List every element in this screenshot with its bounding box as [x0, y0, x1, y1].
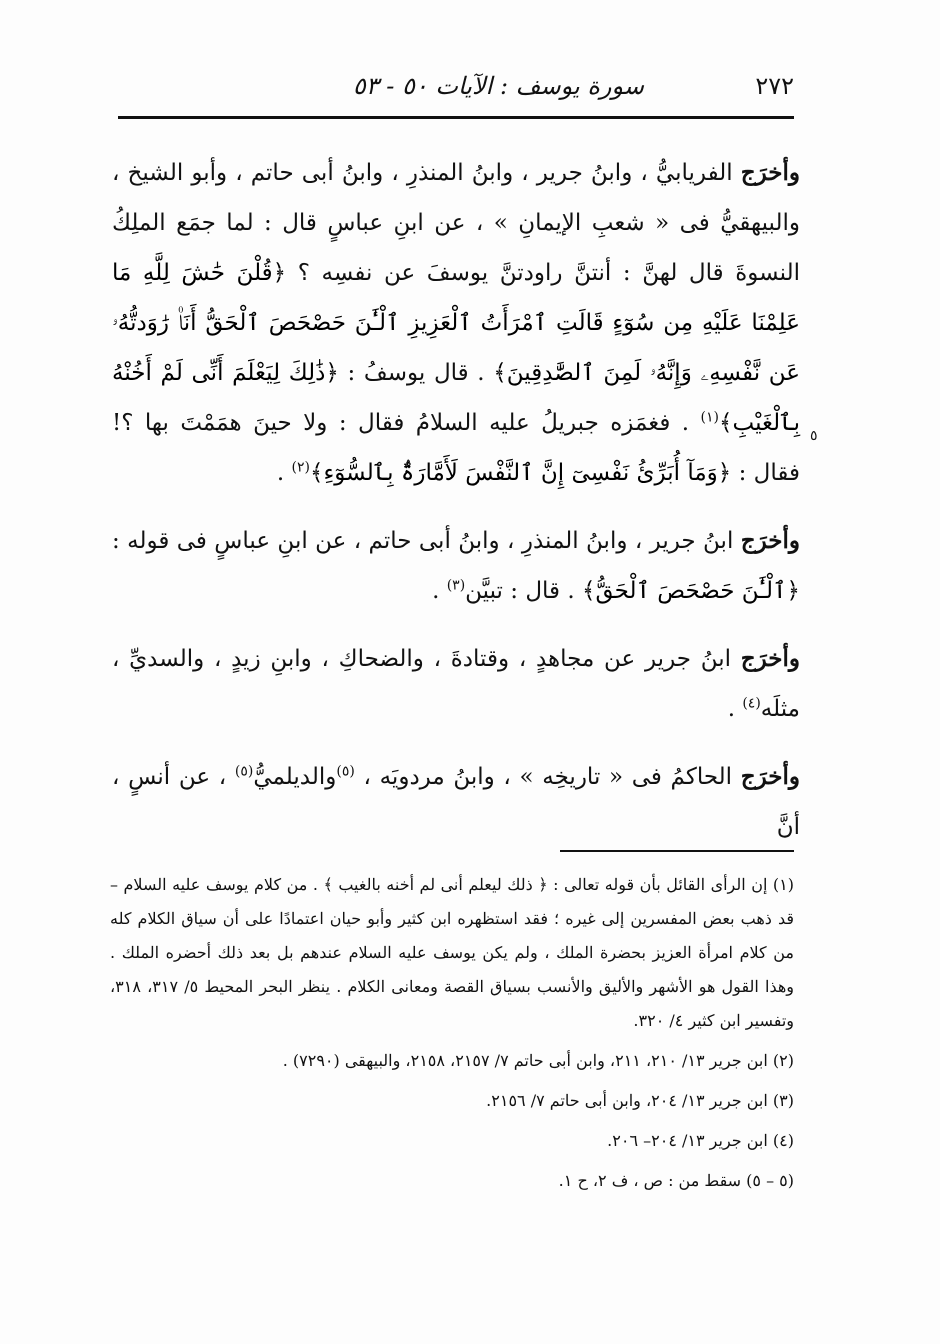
- footnote-ref[interactable]: (٣): [446, 577, 466, 594]
- quran-verse: ﴿قُلْنَ حَٰشَ لِلَّهِ مَا عَلِمْنَا عَلَيْهِ مِن سُوٓءٍ قَالَتِ ٱمْرَأَتُ ٱلْعَزِيزِ ٱلْـَٰٔنَ حَصْحَصَ ٱلْحَقُّ أَنَا۠ رَٰوَدتُّهُۥ عَن نَّفْسِهِۦ وَإِنَّهُۥ لَمِنَ ٱلصَّٰدِقِينَ﴾: [112, 260, 800, 386]
- footnote-3: (٣) ابن جرير ١٣/ ٢٠٤، وابن أبى حاتم ٧/ ٢١٥٦.: [486, 1091, 794, 1110]
- paragraph-end: .: [276, 460, 285, 486]
- footnote-1: (١) إن الرأى القائل بأن قوله تعالى : ﴿ ذلك ليعلم أنى لم أخنه بالغيب ﴾ . من كلام يوسف عليه السلام – قد ذهب بعض المفسرين إلى غيره ؛ فقد استظهره ابن كثير وأبو حيان اعتمادًا على أن سياق الكلام كله من كلام امرأة العزيز بحضرة الملك ، ولم يكن يوسف عليه السلام عندهم بل بعد ذلك أحضره الملك . وهذا القول هو الأشهر والأليق والأنسب بسياق القصة ومعانى الكلام . ينظر البحر المحيط ٥/ ٣١٧، ٣١٨، وتفسير ابن كثير ٤/ ٣٢٠.: [110, 875, 795, 1030]
- paragraph-lead: وأخرَج: [740, 763, 801, 790]
- footnote-ref[interactable]: (٥): [234, 763, 254, 780]
- page-header: [118, 66, 794, 106]
- footnote-ref[interactable]: (١): [700, 409, 720, 426]
- paragraph-end: .: [432, 578, 440, 604]
- paragraph-4: [112, 752, 800, 852]
- paragraph-text: . قال : تبيَّن: [465, 578, 575, 604]
- quran-verse: ﴿ٱلْـَٰٔنَ حَصْحَصَ ٱلْحَقُّ﴾: [581, 578, 800, 604]
- paragraph-1: [112, 148, 800, 498]
- main-text: [112, 148, 800, 870]
- header-rule: [118, 116, 794, 119]
- footnote-rule: [560, 850, 794, 852]
- footnote-ref[interactable]: (٤): [742, 695, 761, 712]
- paragraph-2: [112, 516, 800, 616]
- paragraph-end: .: [727, 696, 735, 722]
- paragraph-text: والديلميُّ: [253, 764, 337, 790]
- footnote-4: (٤) ابن جرير ١٣/ ٢٠٤– ٢٠٦.: [607, 1131, 794, 1150]
- paragraph-3: [112, 634, 800, 734]
- paragraph-text: ابنُ جرير عن مجاهدٍ ، وقتادةَ ، والضحاكِ ، وابنِ زيدٍ ، والسديِّ ، مثلَه: [112, 646, 800, 722]
- paragraph-lead: وأخرَج: [740, 645, 800, 672]
- quran-verse: ﴿ذَٰلِكَ لِيَعْلَمَ أَنِّى لَمْ أَخُنْهُ بِٱلْغَيْبِ﴾: [112, 360, 800, 436]
- paragraph-lead: وأخرَج: [740, 527, 800, 554]
- footnote-2: (٢) ابن جرير ١٣/ ٢١٠، ٢١١، وابن أبى حاتم ٧/ ٢١٥٧، ٢١٥٨، والبيهقى (٧٢٩٠) .: [282, 1051, 794, 1070]
- paragraph-text: الفريابيُّ ، وابنُ جرير ، وابنُ المنذرِ ، وابنُ أبى حاتم ، وأبو الشيخ ، والبيهقيُّ فى « شعبِ الإيمانِ » ، عن ابنِ عباسٍ قال : لما جمَع الملِكُ النسوةَ قال لهنَّ : أنتنَّ راودتنَّ يوسفَ عن نفسِه ؟: [112, 160, 800, 286]
- running-title: سورة يوسف : الآيات ٥٠ - ٥٣: [352, 72, 644, 100]
- page-number: ٢٧٢: [755, 72, 794, 100]
- footnotes: [110, 868, 794, 1204]
- footnote-ref[interactable]: (٥): [336, 763, 355, 780]
- paragraph-text: . فغمَزه جبريلُ عليه السلامُ فقال : ولا حينَ همَمْتَ بها ؟! فقال :: [112, 410, 800, 486]
- paragraph-text: . قال يوسفُ :: [347, 360, 485, 386]
- paragraph-lead: وأخرَج: [740, 159, 801, 186]
- margin-marker: ٥: [810, 428, 818, 444]
- paragraph-text: الحاكمُ فى « تاريخِه » ، وابنُ مردويَه ،: [354, 764, 733, 790]
- footnote-5: (٥ – ٥) سقط من : ص ، ف ٢، ح ١.: [558, 1171, 794, 1190]
- paragraph-text: ، عن أنسٍ ، أنَّ: [112, 764, 800, 840]
- footnote-ref[interactable]: (٢): [291, 459, 310, 476]
- paragraph-text: ابنُ جرير ، وابنُ المنذرِ ، وابنُ أبى حاتم ، عن ابنِ عباسٍ فى قوله :: [112, 528, 734, 554]
- quran-verse: ﴿وَمَآ أُبَرِّئُ نَفْسِىٓ إِنَّ ٱلنَّفْسَ لَأَمَّارَةٌۢ بِٱلسُّوٓءِ﴾: [310, 460, 732, 486]
